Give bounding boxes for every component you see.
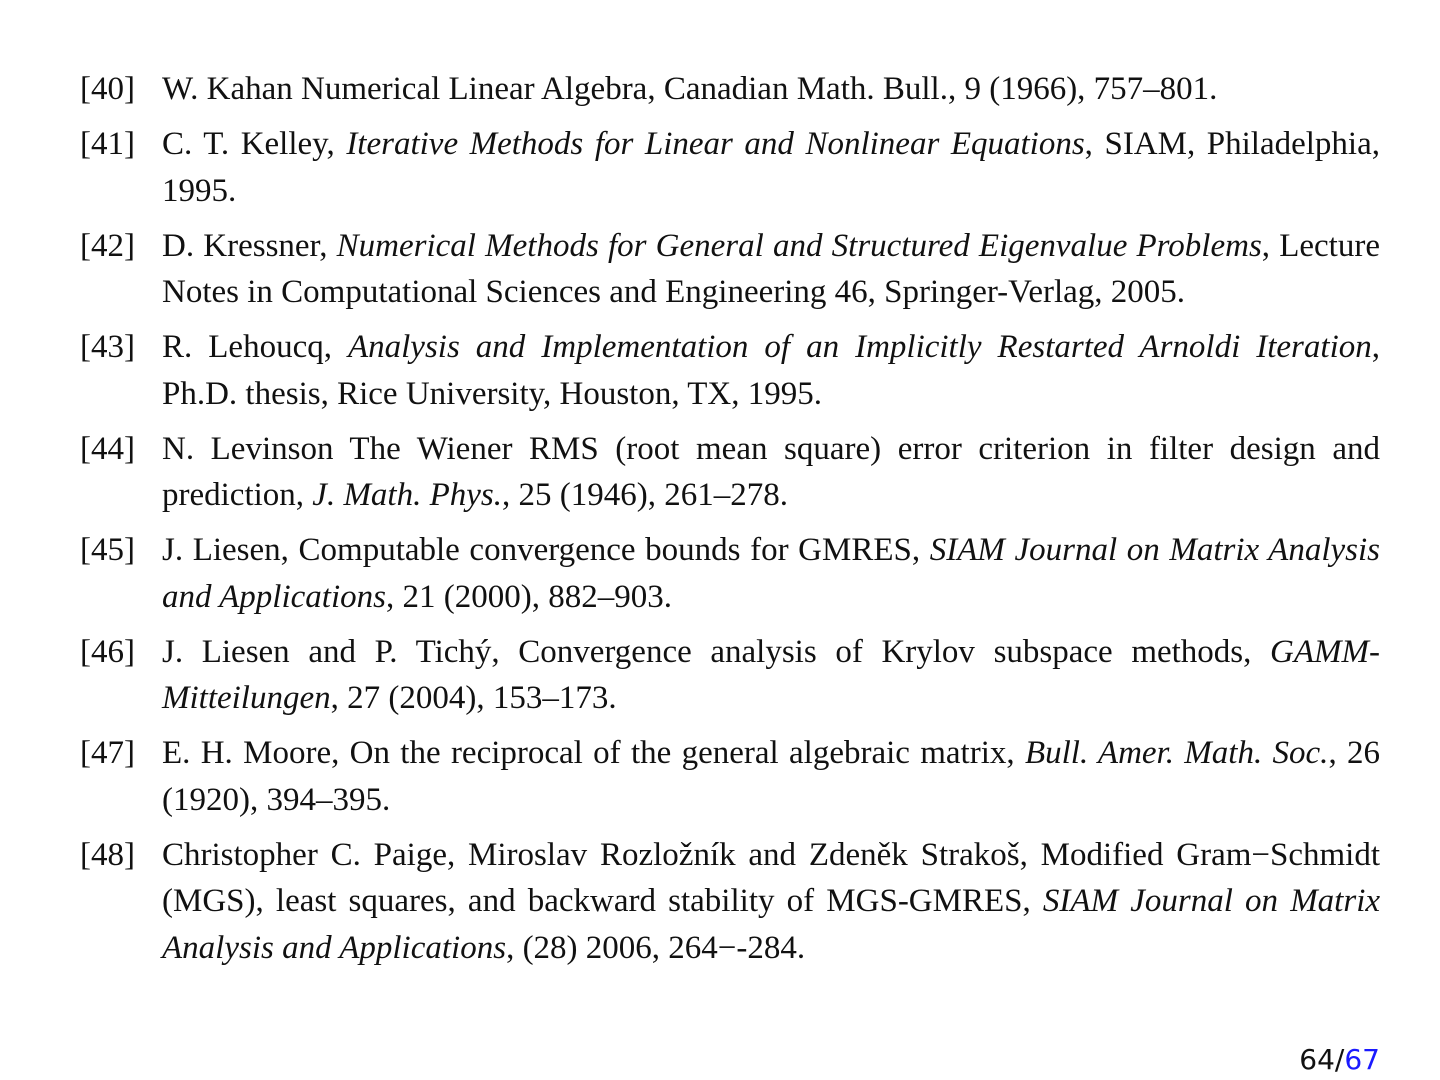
- reference-number: [41]: [80, 126, 135, 162]
- reference-volume: , 25 (1946), 261–278.: [502, 477, 788, 513]
- reference-text: [162, 629, 1380, 722]
- reference-text: [162, 832, 1380, 972]
- reference-publication: , Ph.D. thesis, Rice University, Houston, TX, 1995.: [162, 329, 1380, 412]
- reference-journal: Bull. Amer. Math. Soc.: [1024, 735, 1329, 771]
- reference-authors: R. Lehoucq,: [162, 329, 348, 365]
- reference-title: Iterative Methods for Linear and Nonlinear Equations: [346, 126, 1085, 162]
- reference-number: [40]: [80, 71, 135, 107]
- page-total-link[interactable]: 67: [1344, 1043, 1380, 1076]
- reference-authors-title: J. Liesen, Computable convergence bounds for GMRES,: [162, 532, 930, 568]
- reference-authors-title: Christopher C. Paige, Miroslav Rozložník and Zdeněk Strakoš, Modified Gram−Schmidt (MGS), least squares, and backward stability of MGS-GMRES,: [162, 836, 1380, 919]
- reference-item: [80, 324, 1380, 417]
- reference-item: [80, 832, 1380, 972]
- reference-number: [43]: [80, 329, 135, 365]
- reference-number: [48]: [80, 836, 135, 873]
- reference-authors: C. T. Kelley,: [162, 126, 347, 162]
- page-current: 64: [1299, 1043, 1335, 1076]
- reference-text: [162, 527, 1380, 620]
- reference-text: [162, 223, 1380, 316]
- reference-title: Analysis and Implementation of an Implicitly Restarted Arnoldi Iteration: [347, 329, 1372, 365]
- page-separator: /: [1334, 1043, 1345, 1076]
- reference-number: [42]: [80, 227, 135, 264]
- reference-volume: , 26 (1920), 394–395.: [162, 735, 1381, 818]
- reference-journal: J. Math. Phys.: [312, 477, 502, 513]
- reference-authors-title: N. Levinson The Wiener RMS (root mean square) error criterion in filter design and prediction,: [162, 430, 1380, 513]
- page-number: [1299, 1040, 1380, 1080]
- reference-publication: , SIAM, Philadelphia, 1995.: [162, 126, 1380, 209]
- reference-number: [47]: [80, 735, 135, 771]
- reference-item: [80, 629, 1380, 722]
- reference-journal: GAMM-Mitteilungen: [162, 633, 1380, 716]
- reference-text: [162, 426, 1380, 519]
- reference-item: [80, 121, 1380, 214]
- reference-item: [80, 527, 1380, 620]
- reference-volume: , 21 (2000), 882–903.: [385, 578, 672, 615]
- reference-text: [162, 66, 1380, 113]
- reference-publication: , Lecture Notes in Computational Sciences and Engineering 46, Springer-Verlag, 2005.: [162, 227, 1380, 310]
- reference-number: [44]: [80, 430, 135, 467]
- reference-volume: , (28) 2006, 264−-284.: [506, 929, 806, 966]
- reference-journal: SIAM Journal on Matrix Analysis and Applications: [162, 883, 1381, 966]
- reference-item: [80, 426, 1380, 519]
- reference-item: [80, 730, 1380, 823]
- reference-item: [80, 223, 1380, 316]
- reference-title: Numerical Methods for General and Structured Eigenvalue Problems: [336, 227, 1262, 264]
- reference-list: [80, 66, 1380, 980]
- reference-number: [46]: [80, 633, 135, 670]
- reference-number: [45]: [80, 532, 135, 568]
- reference-item: [80, 66, 1380, 113]
- reference-authors-title: E. H. Moore, On the reciprocal of the general algebraic matrix,: [162, 735, 1025, 771]
- reference-text-part: W. Kahan Numerical Linear Algebra, Canadian Math. Bull., 9 (1966), 757–801.: [162, 71, 1218, 107]
- reference-text: [162, 121, 1380, 214]
- reference-volume: , 27 (2004), 153–173.: [330, 680, 617, 716]
- reference-authors: D. Kressner,: [162, 227, 337, 264]
- reference-authors-title: J. Liesen and P. Tichý, Convergence analysis of Krylov subspace methods,: [162, 633, 1271, 670]
- reference-text: [162, 730, 1380, 823]
- reference-journal: SIAM Journal on Matrix Analysis and Applications: [162, 532, 1381, 615]
- reference-text: [162, 324, 1380, 417]
